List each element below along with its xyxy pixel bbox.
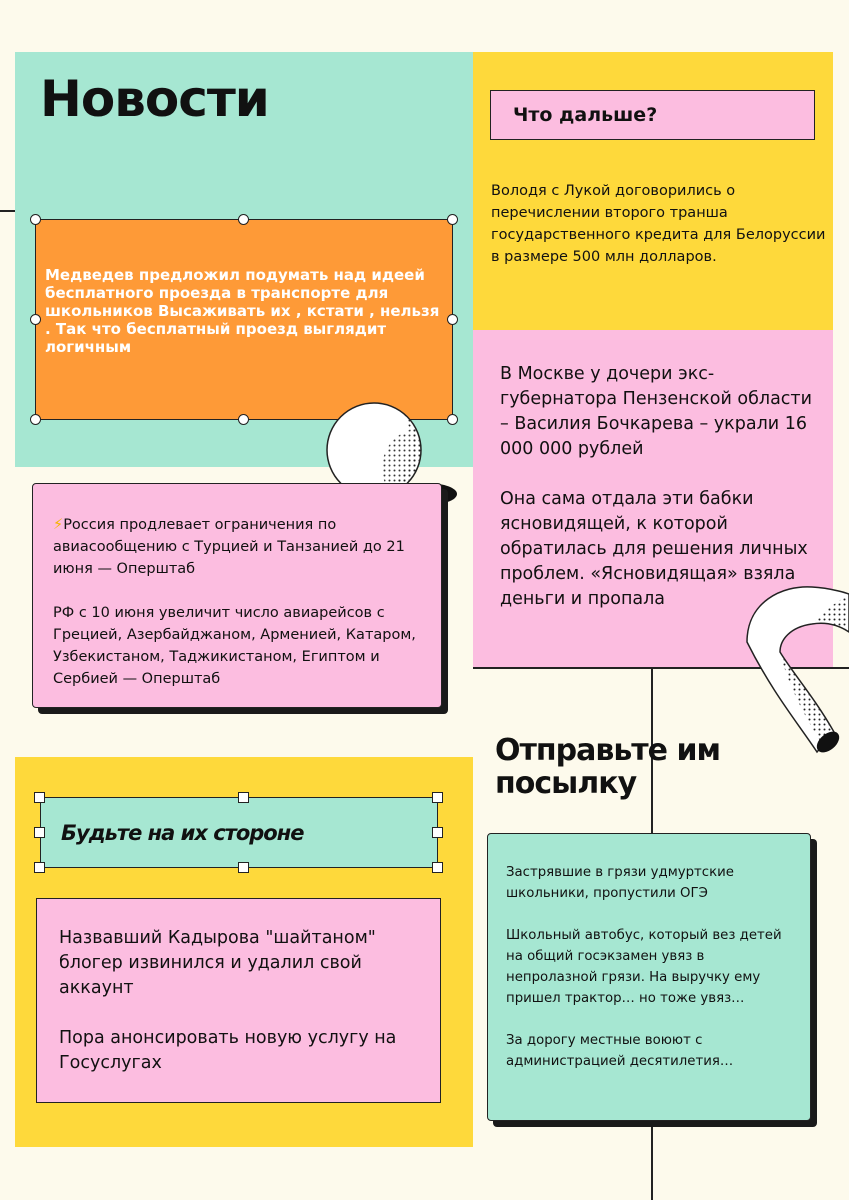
be-on-side-title-box[interactable] [40, 797, 438, 868]
resize-handle[interactable] [238, 862, 249, 873]
medvedev-text: Медведев предложил подумать над идеей бесплатного проезда в транспорте для школьников Высаживать их , кстати , нельзя . Так что бесплатный проезд выглядит логичным [45, 266, 440, 356]
kadyrov-card [36, 898, 441, 1103]
resize-handle[interactable] [30, 414, 41, 425]
be-on-side-title: Будьте на их стороне [61, 820, 304, 845]
resize-handle[interactable] [432, 862, 443, 873]
russia-para-1: ⚡Россия продлевает ограничения по авиасообщению с Турцией и Танзанией до 21 июня — Оперштаб [53, 517, 405, 577]
resize-handle[interactable] [34, 792, 45, 803]
moscow-para-1: В Москве у дочери экс-губернатора Пензенской области – Василия Бочкарева – украли 16 000 000 рублей [500, 364, 812, 459]
resize-handle[interactable] [30, 214, 41, 225]
send-package-title: Отправьте им посылку [495, 733, 721, 801]
whats-next-title-box [490, 90, 815, 140]
page-title: Новости [40, 70, 269, 128]
whats-next-title: Что дальше? [513, 104, 658, 126]
udmurt-para-2: Школьный автобус, который вез детей на общий госэкзамен увяз в непролазной грязи. На выручку ему пришел трактор… но тоже увяз… [506, 928, 782, 1006]
lightning-icon: ⚡ [53, 517, 64, 533]
udmurt-para-3: За дорогу местные воюют с администрацией десятилетия… [506, 1033, 734, 1069]
resize-handle[interactable] [238, 792, 249, 803]
russia-para-2: РФ с 10 июня увеличит число авиарейсов с Грецией, Азербайджаном, Арменией, Катаром, Узбекистаном, Таджикистаном, Египтом и Сербией — Оперштаб [53, 605, 416, 687]
medvedev-card[interactable] [35, 219, 453, 420]
resize-handle[interactable] [34, 827, 45, 838]
kadyrov-para-2: Пора анонсировать новую услугу на Госуслугах [59, 1028, 397, 1073]
udmurt-para-1: Застрявшие в грязи удмуртские школьники, пропустили ОГЭ [506, 865, 734, 901]
whats-next-body: Володя с Лукой договорились о перечислении второго транша государственного кредита для Белоруссии в размере 500 млн долларов. [491, 183, 826, 265]
resize-handle[interactable] [238, 414, 249, 425]
kadyrov-para-1: Назвавший Кадырова "шайтаном" блогер извинился и удалил свой аккаунт [59, 928, 376, 998]
udmurt-card [487, 833, 811, 1121]
resize-handle[interactable] [34, 862, 45, 873]
resize-handle[interactable] [432, 792, 443, 803]
russia-flights-card [32, 483, 442, 708]
moscow-para-2: Она сама отдала эти бабки ясновидящей, к которой обратилась для решения личных проблем. «Ясновидящая» взяла деньги и пропала [500, 489, 808, 609]
resize-handle[interactable] [447, 214, 458, 225]
resize-handle[interactable] [30, 314, 41, 325]
resize-handle[interactable] [238, 214, 249, 225]
moscow-news [500, 362, 820, 612]
resize-handle[interactable] [447, 314, 458, 325]
divider-line [0, 210, 15, 212]
resize-handle[interactable] [432, 827, 443, 838]
